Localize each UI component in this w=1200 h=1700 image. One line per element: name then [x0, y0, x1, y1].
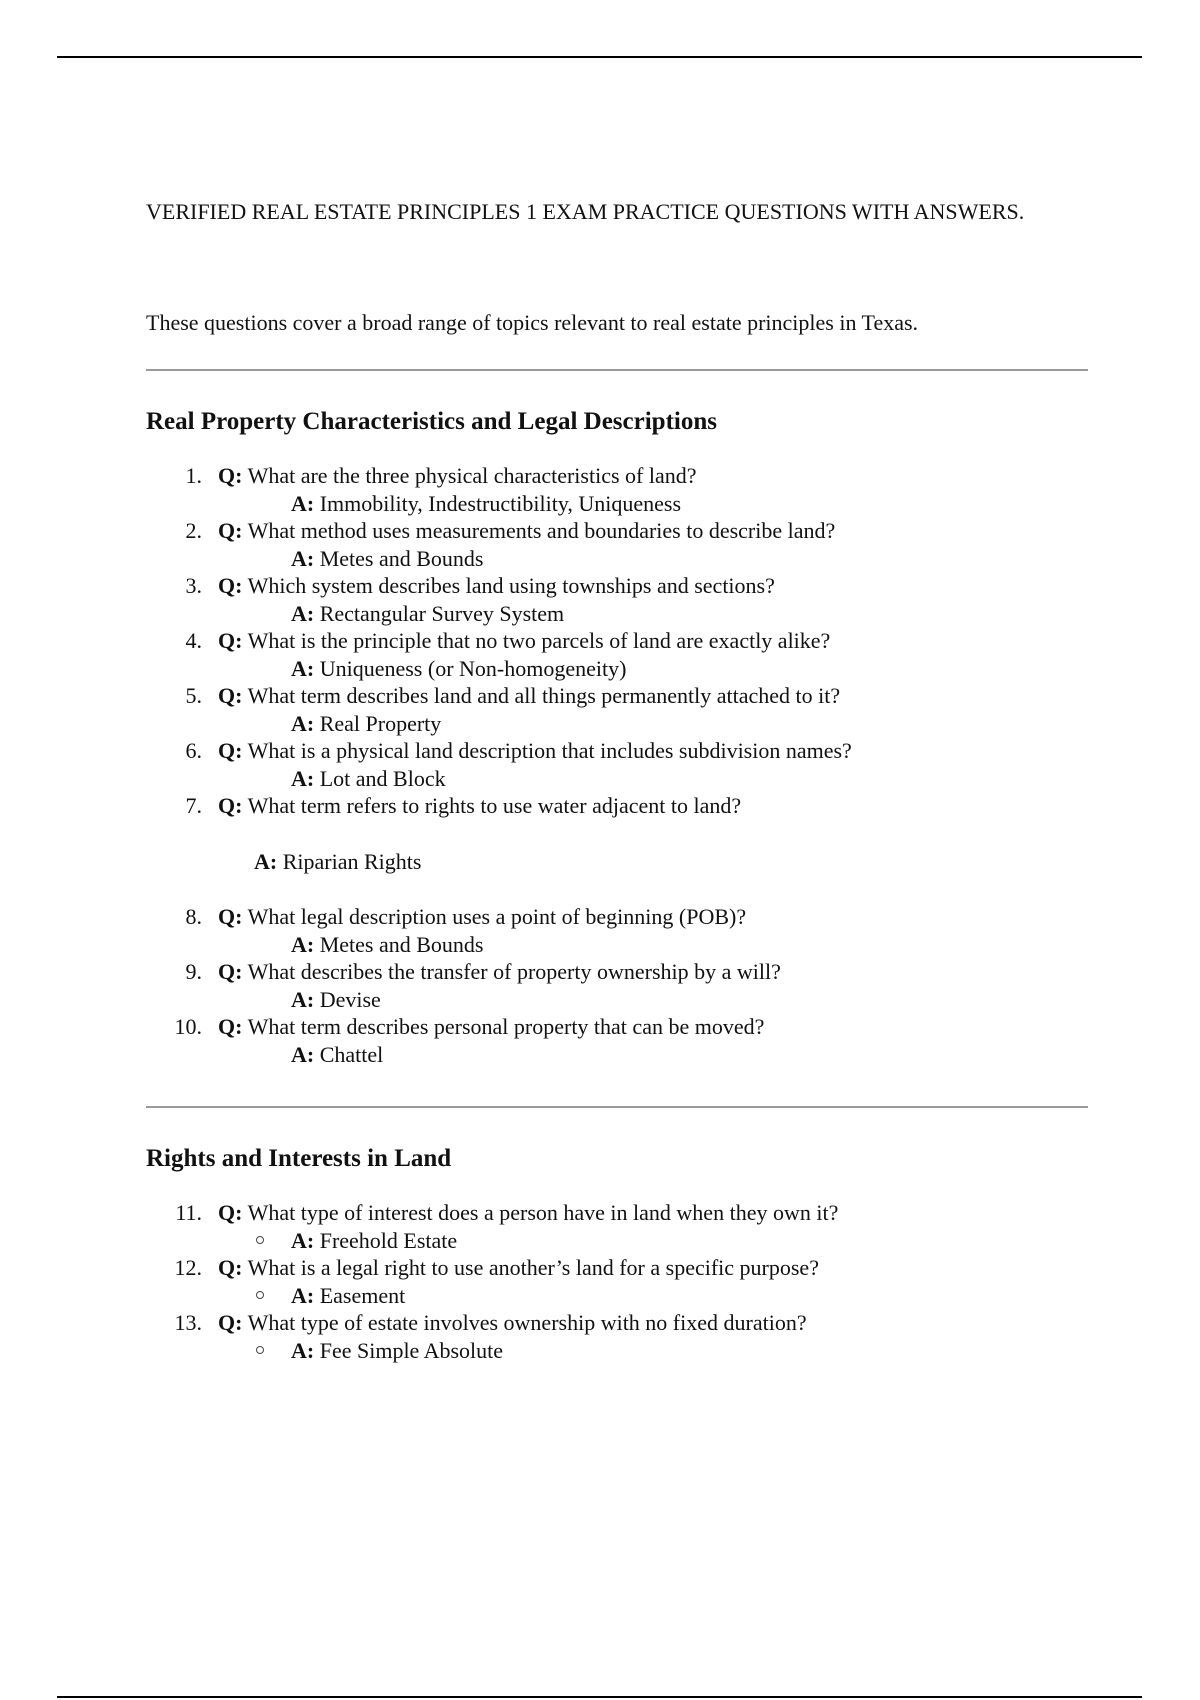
answer-text: Easement — [319, 1282, 406, 1308]
question — [218, 1254, 1086, 1282]
answer-text: Chattel — [319, 1041, 384, 1067]
circle-bullet-icon — [256, 1291, 264, 1299]
item-number: 10. — [174, 1014, 202, 1039]
question — [218, 903, 1086, 931]
answer — [218, 655, 1086, 683]
question-text: What term describes land and all things permanently attached to it? — [247, 683, 841, 708]
answer-text: Metes and Bounds — [319, 931, 484, 957]
answer-label: A: — [291, 655, 315, 681]
answer — [218, 1282, 1086, 1310]
question-text: Which system describes land using townships and sections? — [247, 573, 775, 598]
answer-label: A: — [291, 986, 315, 1012]
question — [218, 572, 1086, 600]
section-divider — [146, 369, 1088, 371]
item-number: 1. — [185, 463, 202, 488]
answer-label: A: — [291, 600, 315, 626]
item-number: 3. — [185, 573, 202, 598]
list-item — [146, 1013, 1086, 1068]
section-heading: Rights and Interests in Land — [146, 1145, 452, 1172]
list-item — [146, 903, 1086, 958]
answer — [218, 710, 1086, 738]
question — [218, 1013, 1086, 1041]
answer-text: Freehold Estate — [319, 1227, 458, 1253]
item-number: 5. — [185, 683, 202, 708]
answer — [218, 931, 1086, 959]
question — [218, 1199, 1086, 1227]
question-text: What are the three physical characteristics of land? — [247, 463, 697, 488]
question-label: Q: — [218, 1200, 243, 1225]
question-label: Q: — [218, 573, 243, 598]
answer — [218, 490, 1086, 518]
list-item — [146, 1199, 1086, 1254]
question-text: What type of estate involves ownership with no fixed duration? — [247, 1310, 807, 1335]
question — [218, 958, 1086, 986]
item-number: 7. — [185, 793, 202, 818]
item-number: 11. — [175, 1200, 202, 1225]
answer-text: Immobility, Indestructibility, Uniqueness — [319, 490, 682, 516]
question-label: Q: — [218, 793, 243, 818]
document-title: VERIFIED REAL ESTATE PRINCIPLES 1 EXAM PRACTICE QUESTIONS WITH ANSWERS. — [146, 199, 1025, 224]
qa-list — [146, 462, 1086, 1068]
question — [218, 1309, 1086, 1337]
answer — [218, 986, 1086, 1014]
answer-label: A: — [291, 545, 315, 571]
question — [218, 627, 1086, 655]
question — [218, 462, 1086, 490]
answer-label: A: — [254, 848, 278, 874]
answer-label: A: — [291, 1337, 315, 1363]
answer — [218, 545, 1086, 573]
circle-bullet-icon — [256, 1346, 264, 1354]
item-number: 9. — [185, 959, 202, 984]
qa-list — [146, 1199, 1086, 1364]
question-label: Q: — [218, 1014, 243, 1039]
question-label: Q: — [218, 518, 243, 543]
item-number: 2. — [185, 518, 202, 543]
answer-text: Devise — [319, 986, 381, 1012]
list-item — [146, 737, 1086, 792]
answer-label: A: — [291, 1282, 315, 1308]
answer-label: A: — [291, 1227, 315, 1253]
question-label: Q: — [218, 628, 243, 653]
question-label: Q: — [218, 463, 243, 488]
list-item — [146, 682, 1086, 737]
document-content — [146, 198, 1086, 1364]
question-text: What is a legal right to use another’s land for a specific purpose? — [247, 1255, 819, 1280]
answer — [218, 1227, 1086, 1255]
list-item — [146, 792, 1086, 875]
list-item — [146, 627, 1086, 682]
list-item — [146, 1309, 1086, 1364]
question-text: What is the principle that no two parcels of land are exactly alike? — [247, 628, 831, 653]
answer-label: A: — [291, 931, 315, 957]
list-item — [146, 572, 1086, 627]
question-text: What type of interest does a person have in land when they own it? — [247, 1200, 839, 1225]
answer-text: Riparian Rights — [282, 848, 422, 874]
question-label: Q: — [218, 959, 243, 984]
question-text: What describes the transfer of property ownership by a will? — [247, 959, 781, 984]
question-text: What legal description uses a point of beginning (POB)? — [247, 904, 747, 929]
item-number: 8. — [185, 904, 202, 929]
section-heading: Real Property Characteristics and Legal Descriptions — [146, 408, 717, 435]
list-item — [146, 1254, 1086, 1309]
page-top-rule — [57, 56, 1142, 58]
question-label: Q: — [218, 1255, 243, 1280]
question-text: What is a physical land description that includes subdivision names? — [247, 738, 852, 763]
answer-label: A: — [291, 765, 315, 791]
question-label: Q: — [218, 904, 243, 929]
answer-text: Fee Simple Absolute — [319, 1337, 504, 1363]
question-text: What method uses measurements and boundaries to describe land? — [247, 518, 836, 543]
item-number: 12. — [174, 1255, 202, 1280]
answer — [218, 1337, 1086, 1365]
answer — [218, 848, 1086, 876]
list-item — [146, 462, 1086, 517]
question — [218, 682, 1086, 710]
page-bottom-rule — [57, 1696, 1142, 1698]
answer-text: Metes and Bounds — [319, 545, 484, 571]
list-item — [146, 517, 1086, 572]
question — [218, 517, 1086, 545]
item-number: 6. — [185, 738, 202, 763]
intro-paragraph: These questions cover a broad range of topics relevant to real estate principles in Texas. — [146, 310, 919, 335]
answer-text: Rectangular Survey System — [319, 600, 565, 626]
question-label: Q: — [218, 683, 243, 708]
item-number: 13. — [174, 1310, 202, 1335]
answer — [218, 600, 1086, 628]
list-item — [146, 958, 1086, 1013]
answer-label: A: — [291, 710, 315, 736]
question — [218, 737, 1086, 765]
question-text: What term describes personal property that can be moved? — [247, 1014, 765, 1039]
question — [218, 792, 1086, 820]
answer-label: A: — [291, 490, 315, 516]
question-label: Q: — [218, 738, 243, 763]
circle-bullet-icon — [256, 1236, 264, 1244]
answer — [218, 765, 1086, 793]
section-divider — [146, 1106, 1088, 1108]
answer — [218, 1041, 1086, 1069]
answer-text: Uniqueness (or Non-homogeneity) — [319, 655, 627, 681]
answer-text: Real Property — [319, 710, 442, 736]
item-number: 4. — [185, 628, 202, 653]
answer-label: A: — [291, 1041, 315, 1067]
question-text: What term refers to rights to use water adjacent to land? — [247, 793, 742, 818]
answer-text: Lot and Block — [319, 765, 446, 791]
question-label: Q: — [218, 1310, 243, 1335]
